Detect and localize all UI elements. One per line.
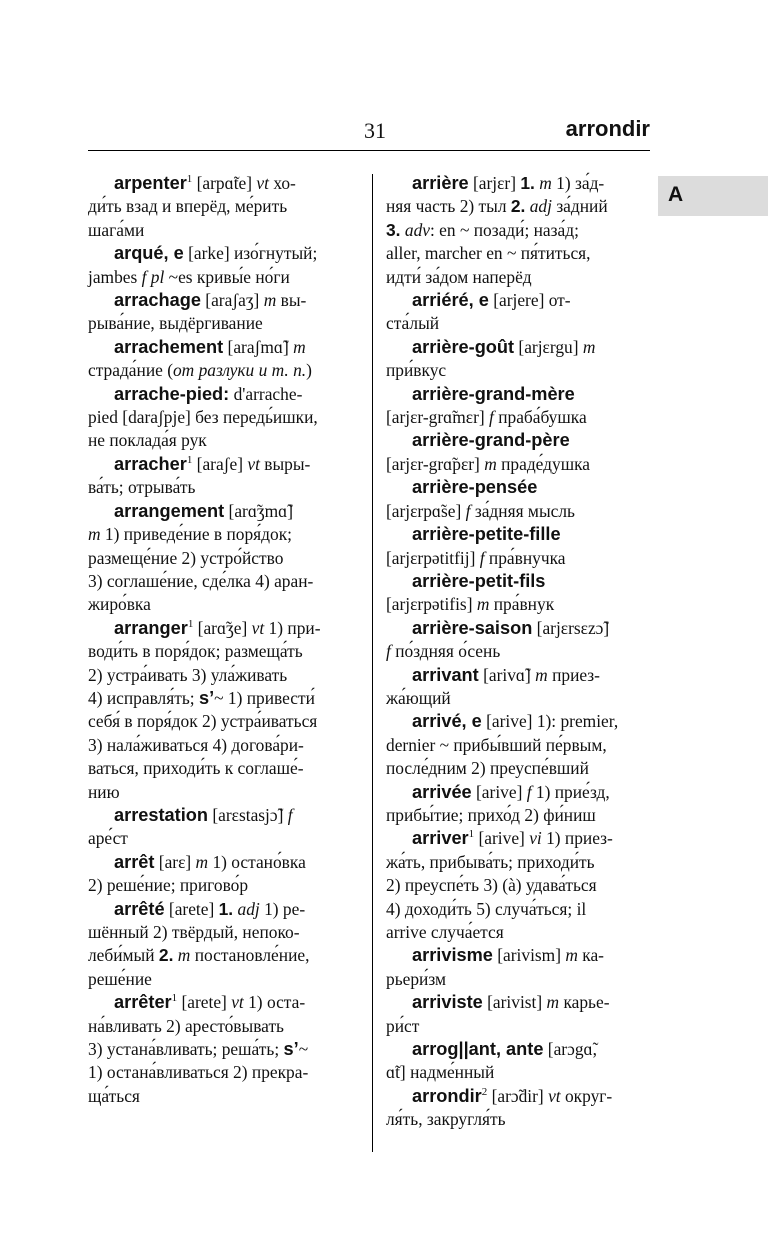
- entry-text: [araʃaʒ]: [200, 290, 264, 311]
- entry-line: [88, 429, 350, 452]
- dictionary-entry: [88, 617, 350, 804]
- homonym-index: 1: [186, 173, 193, 186]
- entry-text: d'arrache-: [229, 383, 303, 404]
- entry-text: 4) доходи́ть 5) случа́ться; il: [386, 898, 587, 919]
- entry-line: [88, 312, 350, 335]
- headword: arrondir: [412, 1085, 482, 1106]
- dictionary-entry: [88, 991, 350, 1108]
- grammar-label: f: [465, 500, 471, 521]
- entry-line: [88, 219, 350, 242]
- entry-text: постановле́ние,: [190, 945, 310, 966]
- grammar-label: m: [535, 664, 548, 685]
- headword: arrière-grand-père: [412, 430, 570, 451]
- headword: arrestation: [114, 804, 209, 825]
- entry-line: [386, 921, 652, 944]
- entry-text: [arɛ]: [154, 851, 196, 872]
- entry-line: [88, 359, 350, 382]
- grammar-label: m: [476, 594, 490, 615]
- entry-text: после́дним 2) преуспе́вший: [386, 758, 589, 779]
- entry-first-line: [386, 710, 652, 733]
- entry-first-line: [386, 172, 652, 195]
- dictionary-entry: [88, 453, 350, 500]
- entry-text: jambes: [88, 266, 142, 287]
- entry-text: [arjɛrpətifis]: [386, 594, 477, 615]
- grammar-label: f pl: [141, 266, 165, 287]
- dictionary-entry: [386, 289, 652, 336]
- entry-text: ~ 1) привести́: [214, 687, 315, 708]
- sense-number: 2.: [510, 196, 526, 217]
- entry-line: [386, 312, 652, 335]
- grammar-label: m: [263, 290, 277, 311]
- entry-text: размеще́ние 2) устро́йство: [88, 547, 284, 568]
- dictionary-entry: [386, 1085, 652, 1132]
- entry-text: на́вливать 2) аресто́вывать: [88, 1015, 284, 1036]
- entry-line: [88, 547, 350, 570]
- entry-text: 3) нала́живаться 4) догова́ри-: [88, 734, 304, 755]
- entry-text: 2) устра́ивать 3) ула́живать: [88, 664, 288, 685]
- dictionary-entry: [386, 944, 652, 991]
- entry-first-line: [88, 453, 350, 476]
- grammar-label: vt: [251, 617, 265, 638]
- entry-first-line: [386, 383, 652, 406]
- entry-line: [386, 851, 652, 874]
- dictionary-entry: [88, 500, 350, 617]
- dictionary-entry: [88, 851, 350, 898]
- entry-line: [88, 757, 350, 780]
- headword: arqué, e: [114, 243, 184, 264]
- header-rule: [88, 150, 650, 151]
- headword: arrière-petite-fille: [412, 524, 561, 545]
- dictionary-entry: [386, 383, 652, 430]
- entry-text: шага́ми: [88, 219, 145, 240]
- headword: arriviste: [412, 992, 483, 1013]
- entry-line: [386, 968, 652, 991]
- entry-text: ка-: [577, 945, 604, 966]
- entry-line: [386, 453, 652, 476]
- entry-text: ~: [298, 1039, 309, 1060]
- entry-text: жа́ть, прибыва́ть; приходи́ть: [386, 851, 595, 872]
- dictionary-entry: [386, 523, 652, 570]
- grammar-label: m: [484, 453, 497, 474]
- grammar-label: m: [582, 336, 596, 357]
- entry-first-line: [386, 476, 652, 499]
- dictionary-entry: [386, 172, 652, 289]
- entry-first-line: [386, 523, 652, 546]
- grammar-label: f: [287, 804, 293, 825]
- dictionary-entry: [386, 570, 652, 617]
- dictionary-entry: [88, 172, 350, 242]
- entry-line: [386, 1108, 652, 1131]
- entry-text: [arete]: [164, 898, 219, 919]
- headword: arrière: [412, 173, 469, 193]
- dictionary-entry: [88, 383, 350, 453]
- entry-text: ри́ст: [386, 1015, 420, 1036]
- headword: s’: [283, 1039, 299, 1060]
- entry-text: [arjɛrpətitfij]: [386, 547, 480, 568]
- entry-first-line: [88, 617, 350, 640]
- entry-first-line: [88, 804, 350, 827]
- entry-first-line: [88, 500, 350, 523]
- grammar-label: vt: [231, 992, 244, 1013]
- entry-text: [arke] изо́гнутый;: [183, 243, 318, 264]
- entry-text: [araʃe]: [192, 453, 248, 474]
- entry-text: ди́ть взад и вперёд, ме́рить: [88, 196, 288, 217]
- entry-first-line: [386, 429, 652, 452]
- entry-text: [arete]: [177, 992, 232, 1013]
- entry-text: няя часть 2) тыл: [386, 196, 511, 217]
- entry-text: [arjɛr]: [468, 173, 521, 193]
- grammar-label: vt: [247, 453, 260, 474]
- entry-text: arrive случа́ется: [386, 922, 504, 942]
- entry-text: за́дний: [551, 196, 608, 217]
- entry-line: [88, 1061, 350, 1084]
- entry-text: 2) реше́ние; пригово́р: [88, 875, 249, 896]
- entry-text: [arive] 1): premier,: [481, 711, 619, 732]
- entry-line: [88, 687, 350, 710]
- entry-first-line: [88, 242, 350, 265]
- entry-line: [88, 476, 350, 499]
- headword: arriver: [412, 828, 469, 849]
- grammar-label: adv: [404, 219, 430, 240]
- grammar-label: m: [539, 173, 552, 193]
- entry-text: 1) остано́вка: [208, 851, 306, 872]
- dictionary-entry: [88, 336, 350, 383]
- grammar-label: vt: [256, 173, 269, 193]
- entry-text: ва́ть; отрыва́ть: [88, 477, 196, 498]
- entry-text: округ-: [560, 1085, 613, 1106]
- grammar-label: f: [386, 641, 391, 662]
- headword: arrêté: [114, 898, 165, 919]
- entry-text: ~es кривы́е но́ги: [164, 266, 290, 287]
- entry-text: 1) при-: [264, 617, 321, 638]
- entry-text: [arivist]: [482, 992, 547, 1013]
- homonym-index: 1: [187, 617, 194, 630]
- sense-number: 1.: [520, 173, 535, 193]
- entry-text: страда́ние (: [88, 360, 173, 381]
- entry-text: 3) соглаше́ние, сде́лка 4) аран-: [88, 570, 314, 591]
- thumb-index-letter: A: [668, 183, 684, 206]
- entry-text: идти́ за́дом наперёд: [386, 266, 532, 287]
- entry-text: карье-: [559, 992, 610, 1013]
- entry-text: пра́внучка: [484, 547, 566, 568]
- entry-text: [arɛstasjɔ̃]: [208, 804, 288, 825]
- entry-first-line: [88, 851, 350, 874]
- entry-line: [88, 195, 350, 218]
- grammar-label: m: [565, 945, 578, 966]
- right-column: [386, 172, 652, 1132]
- entry-line: [386, 1061, 652, 1084]
- entry-first-line: [386, 1085, 652, 1108]
- sense-number: 1.: [218, 898, 234, 919]
- entry-first-line: [386, 664, 652, 687]
- entry-first-line: [386, 289, 652, 312]
- headword: arrière-pensée: [412, 477, 538, 498]
- headword: arrière-grand-mère: [412, 383, 575, 404]
- column-divider: [372, 174, 373, 1152]
- grammar-label: m: [195, 851, 209, 872]
- headword: arranger: [114, 617, 188, 638]
- headword: arriéré, e: [412, 290, 489, 311]
- entry-line: [386, 640, 652, 663]
- entry-text: 1) приез-: [541, 828, 613, 849]
- entry-line: [386, 406, 652, 429]
- entry-text: [arjere] от-: [488, 290, 571, 311]
- headword: s’: [198, 687, 215, 708]
- entry-text: 1) за́д-: [551, 173, 605, 193]
- entry-text: за́дняя мысль: [470, 500, 575, 521]
- entry-text: [arivɑ̃]: [478, 664, 536, 685]
- entry-text: [araʃmɑ̃]: [223, 336, 294, 357]
- entry-text: [arjɛrpɑ̃se]: [386, 500, 466, 521]
- entry-line: [88, 874, 350, 897]
- dictionary-entry: [386, 617, 652, 664]
- headword: arrière-saison: [412, 617, 533, 638]
- entry-line: [386, 266, 652, 289]
- dictionary-entry: [88, 898, 350, 992]
- dictionary-entry: [386, 710, 652, 780]
- headword: arrivant: [412, 664, 479, 685]
- grammar-label: adj: [237, 898, 260, 919]
- entry-line: [88, 944, 350, 967]
- dictionary-entry: [386, 781, 652, 828]
- entry-text: води́ть в поря́док; размеща́ть: [88, 641, 303, 662]
- entry-text: [arivism]: [492, 945, 566, 966]
- headword: arracher: [114, 453, 187, 474]
- grammar-label: vt: [548, 1085, 561, 1106]
- entry-text: себя́ в поря́док 2) устра́иваться: [88, 711, 318, 732]
- grammar-label: m: [88, 524, 101, 545]
- entry-first-line: [88, 898, 350, 921]
- entry-line: [88, 1085, 350, 1108]
- entry-line: [386, 219, 652, 242]
- entry-line: [88, 570, 350, 593]
- grammar-label: vi: [529, 828, 542, 849]
- entry-text: жа́ющий: [386, 687, 451, 708]
- entry-text: 1) остана́вливаться 2) прекра-: [88, 1062, 309, 1083]
- entry-line: [386, 195, 652, 218]
- entry-first-line: [88, 991, 350, 1014]
- entry-line: [386, 874, 652, 897]
- entry-line: [88, 827, 350, 850]
- entry-text: выры-: [259, 453, 311, 474]
- entry-line: [88, 734, 350, 757]
- sense-number: 3.: [386, 219, 401, 240]
- homonym-index: 1: [186, 454, 193, 467]
- grammar-label: от разлуки и т. п.: [172, 360, 307, 381]
- entry-first-line: [386, 827, 652, 850]
- left-column: [88, 172, 350, 1108]
- headword: arrêter: [114, 992, 172, 1013]
- entry-line: [88, 968, 350, 991]
- entry-text: ля́ть, закругля́ть: [386, 1109, 506, 1130]
- dictionary-entry: [386, 476, 652, 523]
- grammar-label: f: [489, 407, 494, 428]
- grammar-label: f: [526, 781, 532, 802]
- entry-line: [88, 921, 350, 944]
- entry-text: рьери́зм: [386, 968, 446, 989]
- entry-text: реше́ние: [88, 968, 152, 989]
- entry-line: [88, 1038, 350, 1061]
- dictionary-entry: [386, 429, 652, 476]
- entry-text: праде́душка: [496, 453, 590, 474]
- entry-line: [386, 242, 652, 265]
- entry-text: аре́ст: [88, 828, 128, 849]
- entry-text: жиро́вка: [88, 594, 151, 615]
- grammar-label: m: [293, 336, 306, 357]
- entry-line: [386, 804, 652, 827]
- headword: arpenter: [114, 173, 187, 193]
- entry-text: 3) устана́вливать; реша́ть;: [88, 1039, 284, 1060]
- entry-text: вы-: [276, 290, 307, 311]
- entry-line: [386, 359, 652, 382]
- entry-text: aller, marcher en ~ пя́титься,: [386, 243, 591, 264]
- entry-first-line: [88, 336, 350, 359]
- headword: arrachage: [114, 290, 201, 311]
- entry-text: [arɔ̃dir]: [487, 1085, 549, 1106]
- entry-text: 4) исправля́ть;: [88, 687, 199, 708]
- headword: arrachement: [114, 336, 224, 357]
- entry-first-line: [88, 383, 350, 406]
- entry-text: [arjɛrgu]: [514, 336, 583, 357]
- entry-text: pied [daraʃpje] без передь́ишки,: [88, 407, 318, 428]
- dictionary-entry: [88, 289, 350, 336]
- entry-first-line: [386, 944, 652, 967]
- entry-text: 1) прие́зд,: [531, 781, 610, 802]
- running-head: arrondir: [565, 116, 650, 141]
- entry-text: 1) оста-: [243, 992, 306, 1013]
- entry-line: [88, 593, 350, 616]
- entry-text: прибы́тие; прихо́д 2) фи́ниш: [386, 804, 596, 825]
- entry-first-line: [88, 289, 350, 312]
- headword: arrog||ant, ante: [412, 1039, 544, 1060]
- entry-text: нию: [88, 781, 120, 802]
- dictionary-entry: [386, 991, 652, 1038]
- thumb-index-tab: [658, 176, 768, 216]
- entry-first-line: [88, 172, 350, 195]
- entry-line: [88, 710, 350, 733]
- entry-line: [88, 664, 350, 687]
- entry-line: [88, 640, 350, 663]
- entry-first-line: [386, 336, 652, 359]
- entry-line: [386, 687, 652, 710]
- headword: arrivée: [412, 781, 472, 802]
- entry-text: рыва́ние, выдёргивание: [88, 313, 263, 334]
- entry-text: ща́ться: [88, 1085, 140, 1106]
- entry-first-line: [386, 1038, 652, 1061]
- dictionary-entry: [386, 664, 652, 711]
- entry-text: 1) приведе́ние в поря́док;: [100, 524, 292, 545]
- entry-line: [386, 898, 652, 921]
- headword: arrêt: [114, 851, 155, 872]
- dictionary-entry: [88, 804, 350, 851]
- grammar-label: f: [479, 547, 485, 568]
- entry-line: [88, 266, 350, 289]
- entry-text: не поклада́я рук: [88, 430, 207, 451]
- entry-text: пра́внук: [489, 594, 555, 615]
- entry-first-line: [386, 991, 652, 1014]
- entry-line: [386, 1015, 652, 1038]
- entry-text: [arjɛr-grɑ̃pɛr]: [386, 453, 485, 474]
- entry-line: [386, 593, 652, 616]
- entry-first-line: [386, 570, 652, 593]
- entry-text: ɑ̃t] надме́нный: [386, 1062, 495, 1083]
- entry-text: шённый 2) твёрдый, непоко-: [88, 922, 300, 942]
- entry-text: [arive]: [471, 781, 527, 802]
- entry-line: [88, 523, 350, 546]
- page-number: 31: [364, 118, 386, 143]
- entry-text: [arive]: [474, 828, 530, 849]
- entry-text: праба́бушка: [493, 407, 587, 428]
- homonym-index: 1: [171, 992, 178, 1005]
- entry-text: [arpɑ̃te]: [192, 173, 257, 193]
- entry-first-line: [386, 781, 652, 804]
- entry-text: 1) ре-: [259, 898, 306, 919]
- entry-line: [88, 1015, 350, 1038]
- entry-line: [386, 500, 652, 523]
- entry-text: 2) преуспе́ть 3) (à) удава́ться: [386, 875, 597, 896]
- entry-line: [386, 757, 652, 780]
- entry-first-line: [386, 617, 652, 640]
- dictionary-entry: [88, 242, 350, 289]
- headword: arrière-petit-fils: [412, 570, 546, 591]
- entry-line: [88, 781, 350, 804]
- entry-text: по́здняя о́сень: [390, 641, 501, 662]
- headword: arrivisme: [412, 945, 493, 966]
- entry-text: ста́лый: [386, 313, 440, 334]
- entry-text: приез-: [547, 664, 600, 685]
- entry-text: ваться, приходи́ть к соглаше́-: [88, 758, 304, 779]
- homonym-index: 1: [468, 828, 475, 841]
- dictionary-entry: [386, 336, 652, 383]
- homonym-index: 2: [481, 1086, 488, 1099]
- entry-text: хо-: [268, 173, 296, 193]
- entry-text: : en ~ позади́; наза́д;: [430, 219, 579, 240]
- grammar-label: m: [546, 992, 560, 1013]
- sense-number: 2.: [158, 945, 174, 966]
- headword: arrache-pied:: [114, 383, 230, 404]
- dictionary-entry: [386, 827, 652, 944]
- entry-line: [386, 547, 652, 570]
- entry-text: [arjɛr-grɑ̃mɛr]: [386, 407, 490, 428]
- headword: arrière-goût: [412, 336, 515, 357]
- entry-text: при́вкус: [386, 360, 447, 381]
- headword: arrangement: [114, 500, 225, 521]
- entry-text: [arɑ̃ʒmɑ̃]: [224, 500, 294, 521]
- entry-text: леби́мый: [88, 945, 159, 966]
- entry-text: [arɑ̃ʒe]: [193, 617, 252, 638]
- dictionary-entry: [386, 1038, 652, 1085]
- entry-text: dernier ~ прибы́вший пе́рвым,: [386, 734, 607, 755]
- grammar-label: adj: [529, 196, 552, 217]
- entry-text: [arjɛrsɛzɔ̃]: [532, 617, 610, 638]
- entry-text: [arɔgɑ̃,: [543, 1039, 597, 1060]
- headword: arrivé, e: [412, 711, 482, 732]
- entry-line: [386, 734, 652, 757]
- grammar-label: m: [177, 945, 191, 966]
- entry-text: ): [306, 360, 312, 381]
- entry-line: [88, 406, 350, 429]
